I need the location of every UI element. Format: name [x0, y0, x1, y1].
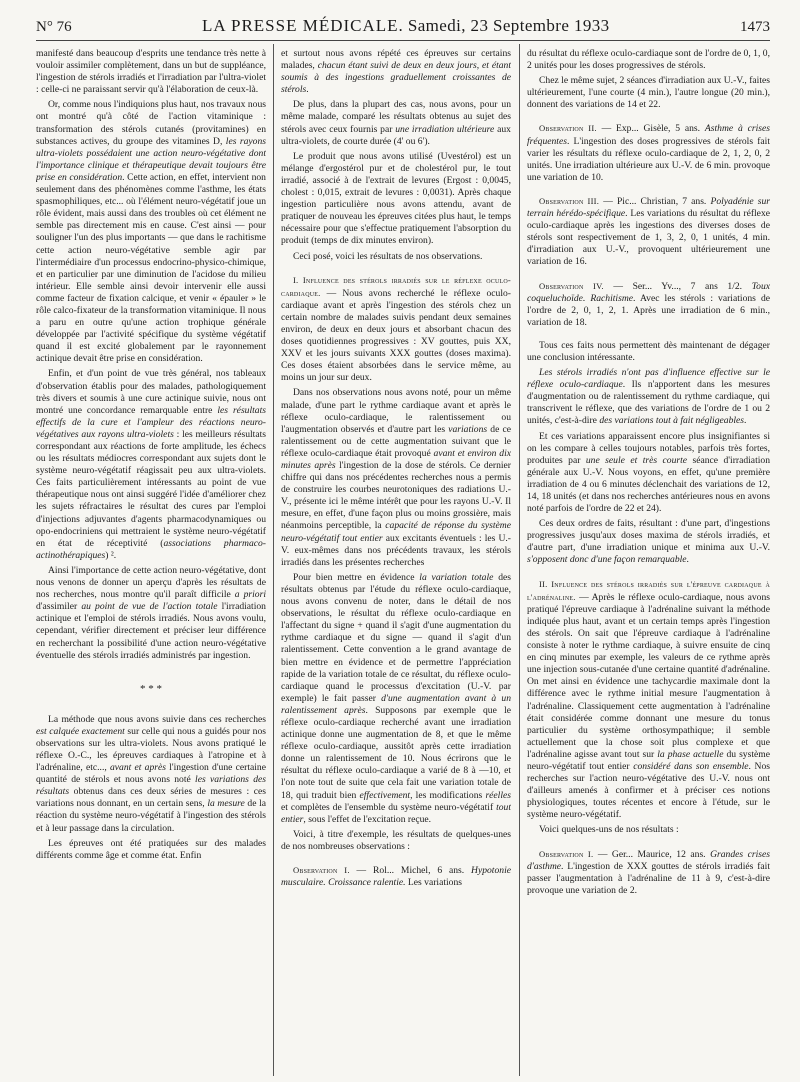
column-1	[36, 48, 266, 1076]
column-3	[527, 48, 770, 1076]
paragraph: Voici, à titre d'exemple, les résultats de quelques-unes de nos nombreuses observations :	[281, 828, 511, 852]
paragraph: Ainsi l'importance de cette action neuro-végétative, dont nous venons de donner un aperçu d'après les résultats de nos recherches, nous montre qu'il paraît difficile a priori d'assimiler au point de vue de l'action totale l'irradiation actinique et l'emploi de stérols irradiés. Nous avons voulu, cependant, vérifier directement et préciser leur différence en recherchant la possibilité d'une action neuro-végétative éventuelle des stérols irradiés administrés par ingestion.	[36, 564, 266, 661]
section-1: I. Influence des stérols irradiés sur le réflexe oculo-cardiaque. — Nous avons recherché le réflexe oculo-cardiaque avant et après l'ingestion des stérols chez un certain nombre de malades suivis pendant deux semaines environ, de deux en deux jours et absorbant chacun des doses quotidiennes progressives : XV gouttes, puis XX, XXV et les jours suivants XXX gouttes (doses maxima). Ces doses étaient absorbées dans le service même, au moins un jour sur deux.	[281, 274, 511, 384]
paragraph: La méthode que nous avons suivie dans ces recherches est calquée exactement sur celle qui nous a guidés pour nos observations sur les ultra-violets. Nous avons pratiqué le réflexe O.-C., les épreuves cardiaques à l'atropine et à l'adrénaline, etc..., avant et après l'ingestion d'une certaine quantité de stérols et nous avons noté les variations des résultats obtenus dans ces deux séries de mesures : ces variations nous donnant, en un certain sens, la mesure de la réaction du système neuro-végétatif à l'ingestion des stérols et à leur passage dans la circulation.	[36, 713, 266, 834]
observation-label: Observation III.	[539, 195, 600, 206]
journal-title: LA PRESSE MÉDICALE	[202, 16, 399, 35]
section-heading: II. Influence des stérols irradiés sur l'épreuve cardiaque à l'adrénaline.	[527, 578, 770, 602]
observation: Observation II. — Exp... Gisèle, 5 ans. Asthme à crises fréquentes. L'ingestion des doses progressives de stérols fait varier les résultats du réflexe oculo-cardiaque de 2, 1, 2, 0, 2 unités. Une irradiation ultérieure aux U.-V. de 6 min. provoque une variation de 10.	[527, 123, 770, 183]
paragraph: Pour bien mettre en évidence la variation totale des résultats obtenus par l'étude du réflexe oculo-cardiaque, nous avons convenu de noter, dans le détail de nos observations, le résultat du réflexe oculo-cardiaque en l'affectant du signe + quand il s'agit d'une augmentation du rythme cardiaque et du signe — quand il s'agit d'un ralentissement. Cette convention a le grand avantage de bien mettre en évidence et de permettre l'appréciation rapide de la variation totale de ce résultat, du réflexe oculo-cardiaque quand le processus d'excitation (U.-V. par exemple) le fait passer d'une augmentation avant à un ralentissement après. Supposons par exemple que le réflexe oculo-cardiaque recherché avant une irradiation actinique donne une augmentation de 8, et que le même réflexe oculo-cardiaque, aussitôt après cette irradiation donne un ralentissement de 10. Nous écrirons que le résultat du réflexe oculo-cardiaque a varié de 8 à —10, et l'on note tout de suite que cela fait une variation totale de 18, qui traduit bien effectivement, les modifications réelles et complètes de l'ensemble du système neuro-végétatif tout entier, sous l'effet de l'excitation reçue.	[281, 571, 511, 825]
observation: Observation I. — Rol... Michel, 6 ans. Hypotonie musculaire. Croissance ralentie. Les variations	[281, 865, 511, 889]
paragraph: Enfin, et d'un point de vue très général, nos tableaux d'observation établis pour des malades, pathologiquement très divers et soumis à une cure actinique suivie, nous ont montré une concordance remarquable entre les résultats effectifs de la cure et l'ampleur des réactions neuro-végétatives aux rayons ultra-violets : les meilleurs résultats correspondant aux réactions de forte amplitude, les échecs ou les résultats médiocres correspondant aux sujets dont le système neuro-végétatif réagissait peu aux ultra-violets. Ces faits particulièrement intéressants au point de vue thérapeutique nous ont ainsi suggéré l'idée d'améliorer chez les sujets réfractaires le résultat des cures par l'emploi d'injections adjuvantes d'agents pharmacodynamiques ou opo-endocriniens qui mettraient le système neuro-végétatif en état de réceptivité (associations pharmaco-actinothérapiques) ².	[36, 368, 266, 561]
page-header	[36, 16, 770, 42]
column-divider-2	[519, 44, 520, 1076]
paragraph: manifesté dans beaucoup d'esprits une tendance très nette à vouloir assimiler complètement, dans un but de suppléance, l'ingestion de stérols irradiés et l'irradiation par l'ultra-violet : celle-ci ne paraissant servir qu'à l'élaboration de ceux-là.	[36, 48, 266, 96]
issue-number: N° 76	[36, 19, 72, 35]
paragraph: Voici quelques-uns de nos résultats :	[539, 824, 679, 836]
header-rule	[36, 40, 770, 41]
paragraph: et surtout nous avons répété ces épreuves sur certains malades, chacun étant suivi de deux en deux jours, et étant soumis à des ingestions graduellement croissantes de stérols.	[281, 48, 511, 96]
paragraph: Dans nos observations nous avons noté, pour un même malade, d'une part le rythme cardiaque avant et après le réflexe oculo-cardiaque, le ralentissement ou l'augmentation observés et d'autre part les variations de ce ralentissement ou de cette augmentation suivant que le réflexe oculo-cardiaque était provoqué avant et environ dix minutes après l'ingestion de la dose de stérols. Ce dernier chiffre qui dans nos précédentes recherches nous a permis de construire les courbes neurotoniques des radiations U.-V., présente ici le même intérêt que pour les rayons U.-V. Il mesure, en effet, d'une façon plus ou moins grossière, mais néanmoins perceptible, la capacité de réponse du système neuro-végétatif tout entier aux excitants éventuels : les U.-V. eux-mêmes dans nos précédents travaux, les stérols irradiés dans les présentes recherches	[281, 387, 511, 568]
column-2	[281, 48, 511, 1076]
observation-label: Observation IV.	[539, 280, 604, 291]
page-number: 1473	[739, 19, 770, 35]
paragraph: Or, comme nous l'indiquions plus haut, nos travaux nous ont montré qu'à côté de l'action vitaminique : transformation des stérols cutanés (provitamines) en substances actives, du groupe des vitamines D, les rayons ultra-violets possédaient une action neuro-végétative dont l'importance clinique et thérapeutique devait toujours être prise en considération. Cette action, en effet, intervient non seulement dans des phénomènes comme l'asthme, les états spasmophiliques, etc... où l'élément neuro-végétatif joue un rôle évident, mais aussi dans des troubles où cet élément ne semble pas directement mis en cause. C'est ainsi — pour souligner l'un des plus importants — que dans le rachitisme cette action neuro-végétative semble agir par l'intermédiaire d'un processus endocrino-physico-chimique, et en particulier par une diminution de l'acidose du milieu intérieur. Elle semble ainsi devoir intervenir elle aussi comme facteur de fixation calcique, et venir « épauler » le rôle calco-fixateur de la transformation vitaminique. Il nous a paru en outre qu'une action trophique générale développée par l'activité spécifique du système végétatif quand il est excité globalement par le rayonnement actinique devait être prise en considération.	[36, 99, 266, 365]
issue-date: Samedi, 23 Septembre 1933	[407, 16, 610, 35]
paragraph: Et ces variations apparaissent encore plus insignifiantes si on les compare à celles toujours notables, parfois très fortes, produites par une seule et très courte séance d'irradiation générale aux U.-V. Nous voyons, en effet, qu'une première irradiation de 4 ou 6 minutes déclenchait des variations de 12, 14, 18 unités (et dans nos recherches antérieures nous en avons noté parfois de l'ordre de 22 et 24).	[527, 430, 770, 515]
column-divider-1	[273, 44, 274, 1076]
paragraph: Ceci posé, voici les résultats de nos observations.	[293, 250, 483, 262]
section-separator: * * *	[140, 682, 162, 695]
section-heading: I. Influence des stérols irradiés sur le réflexe oculo-cardiaque.	[281, 274, 511, 298]
paragraph: De plus, dans la plupart des cas, nous avons, pour un même malade, comparé les résultats obtenus au sujet des stérols avec ceux fournis par une irradiation ultérieure aux ultra-violets, de courte durée (4' ou 6').	[281, 99, 511, 147]
observation-label: Observation I.	[539, 848, 594, 859]
section-2: II. Influence des stérols irradiés sur l'épreuve cardiaque à l'adrénaline. — Après le réflexe oculo-cardiaque, nous avons pratiqué l'épreuve cardiaque à l'adrénaline suivant la méthode indiquée plus haut, avant et un certain temps après l'ingestion des stérols. On sait que l'épreuve cardiaque à l'adrénaline consiste à noter le rythme cardiaque, à suivre ensuite de cinq en cinq minutes par exemple, les valeurs de ce rythme après une injection sous-cutanée d'une certaine quantité d'adrénaline. On met ainsi en évidence une tachycardie maximale dont la différence avec le rythme initial mesure l'augmentation à l'adrénaline. Classiquement cette augmentation à l'adrénaline était considérée comme donnant une mesure du tonus particulier du système orthosympathique; il semble actuellement que la chose soit plus complexe et que l'adrénaline agisse avant tout sur la phase actuelle du système neuro-végétatif tout entier considéré dans son ensemble. Nos recherches sur l'action neuro-végétative des U.-V. nous ont d'ailleurs amenés à confirmer et à préciser ces notions physiologiques, toutes récentes et encore à l'étude, sur le système neuro-végétatif.	[527, 578, 770, 821]
observation-label: Observation I.	[293, 865, 350, 875]
observation: Observation IV. — Ser... Yv..., 7 ans 1/2. Toux coqueluchoïde. Rachitisme. Avec les stérols : variations de l'ordre de 2, 0, 1, 2, 1. Après une irradiation de 6 min., variation de 18.	[527, 280, 770, 328]
journal-title-line: LA PRESSE MÉDICALE. Samedi, 23 Septembre 1933	[202, 16, 610, 35]
observation: Observation III. — Pic... Christian, 7 ans. Polyadénie sur terrain hérédo-spécifique. Les variations du résultat du réflexe oculo-cardiaque après les ingestions des diverses doses de stérols sont respectivement de 1, 3, 2, 0, 1 unités, 4 min. d'irradiation aux U.-V., provoquent ultérieurement une variation de 16.	[527, 195, 770, 268]
paragraph: Chez le même sujet, 2 séances d'irradiation aux U.-V., faites ultérieurement, l'une courte (4 min.), l'autre longue (20 min.), donnent des variations de 14 et 22.	[527, 75, 770, 111]
paragraph: Les stérols irradiés n'ont pas d'influence effective sur le réflexe oculo-cardiaque. Ils n'apportent dans les mesures d'augmentation ou de ralentissement du rythme cardiaque, qui transcrivent le réflexe, que des variations de l'ordre de 1 ou 2 unités, c'est-à-dire des variations tout à fait négligeables.	[527, 367, 770, 427]
paragraph: Les épreuves ont été pratiquées sur des malades différents comme âge et comme état. Enfin	[36, 837, 266, 861]
observation-label: Observation II.	[539, 123, 597, 134]
paragraph: Ces deux ordres de faits, résultant : d'une part, d'ingestions progressives jusqu'aux doses maxima de stérols irradiés, et d'autre part, d'une irradiation unique et minima aux U.-V. s'opposent donc d'une façon remarquable.	[527, 518, 770, 566]
paragraph: du résultat du réflexe oculo-cardiaque sont de l'ordre de 0, 1, 0, 2 unités pour les doses progressives de stérols.	[527, 48, 770, 72]
paragraph: Le produit que nous avons utilisé (Uvestérol) est un mélange d'ergostérol pur et de cholestérol pur, le tout irradié, associé à de l'extrait de levures (Ergost : 0,0045, cholest : 0,015, extrait de levures : 0,0031). Après chaque ingestion particulière nous avons attendu, avant de pratiquer de nouveau les épreuves citées plus haut, le temps nécessaire pour que s'effectue pratiquement l'absorption du produit (temps de dix minutes environ).	[281, 150, 511, 247]
paragraph: Tous ces faits nous permettent dès maintenant de dégager une conclusion intéressante.	[527, 339, 770, 363]
observation: Observation I. — Ger... Maurice, 12 ans. Grandes crises d'asthme. L'ingestion de XXX gouttes de stérols irradiés fait passer l'augmentation à l'adrénaline de 11 à 9, c'est-à-dire provoque une variation de 2.	[527, 848, 770, 896]
